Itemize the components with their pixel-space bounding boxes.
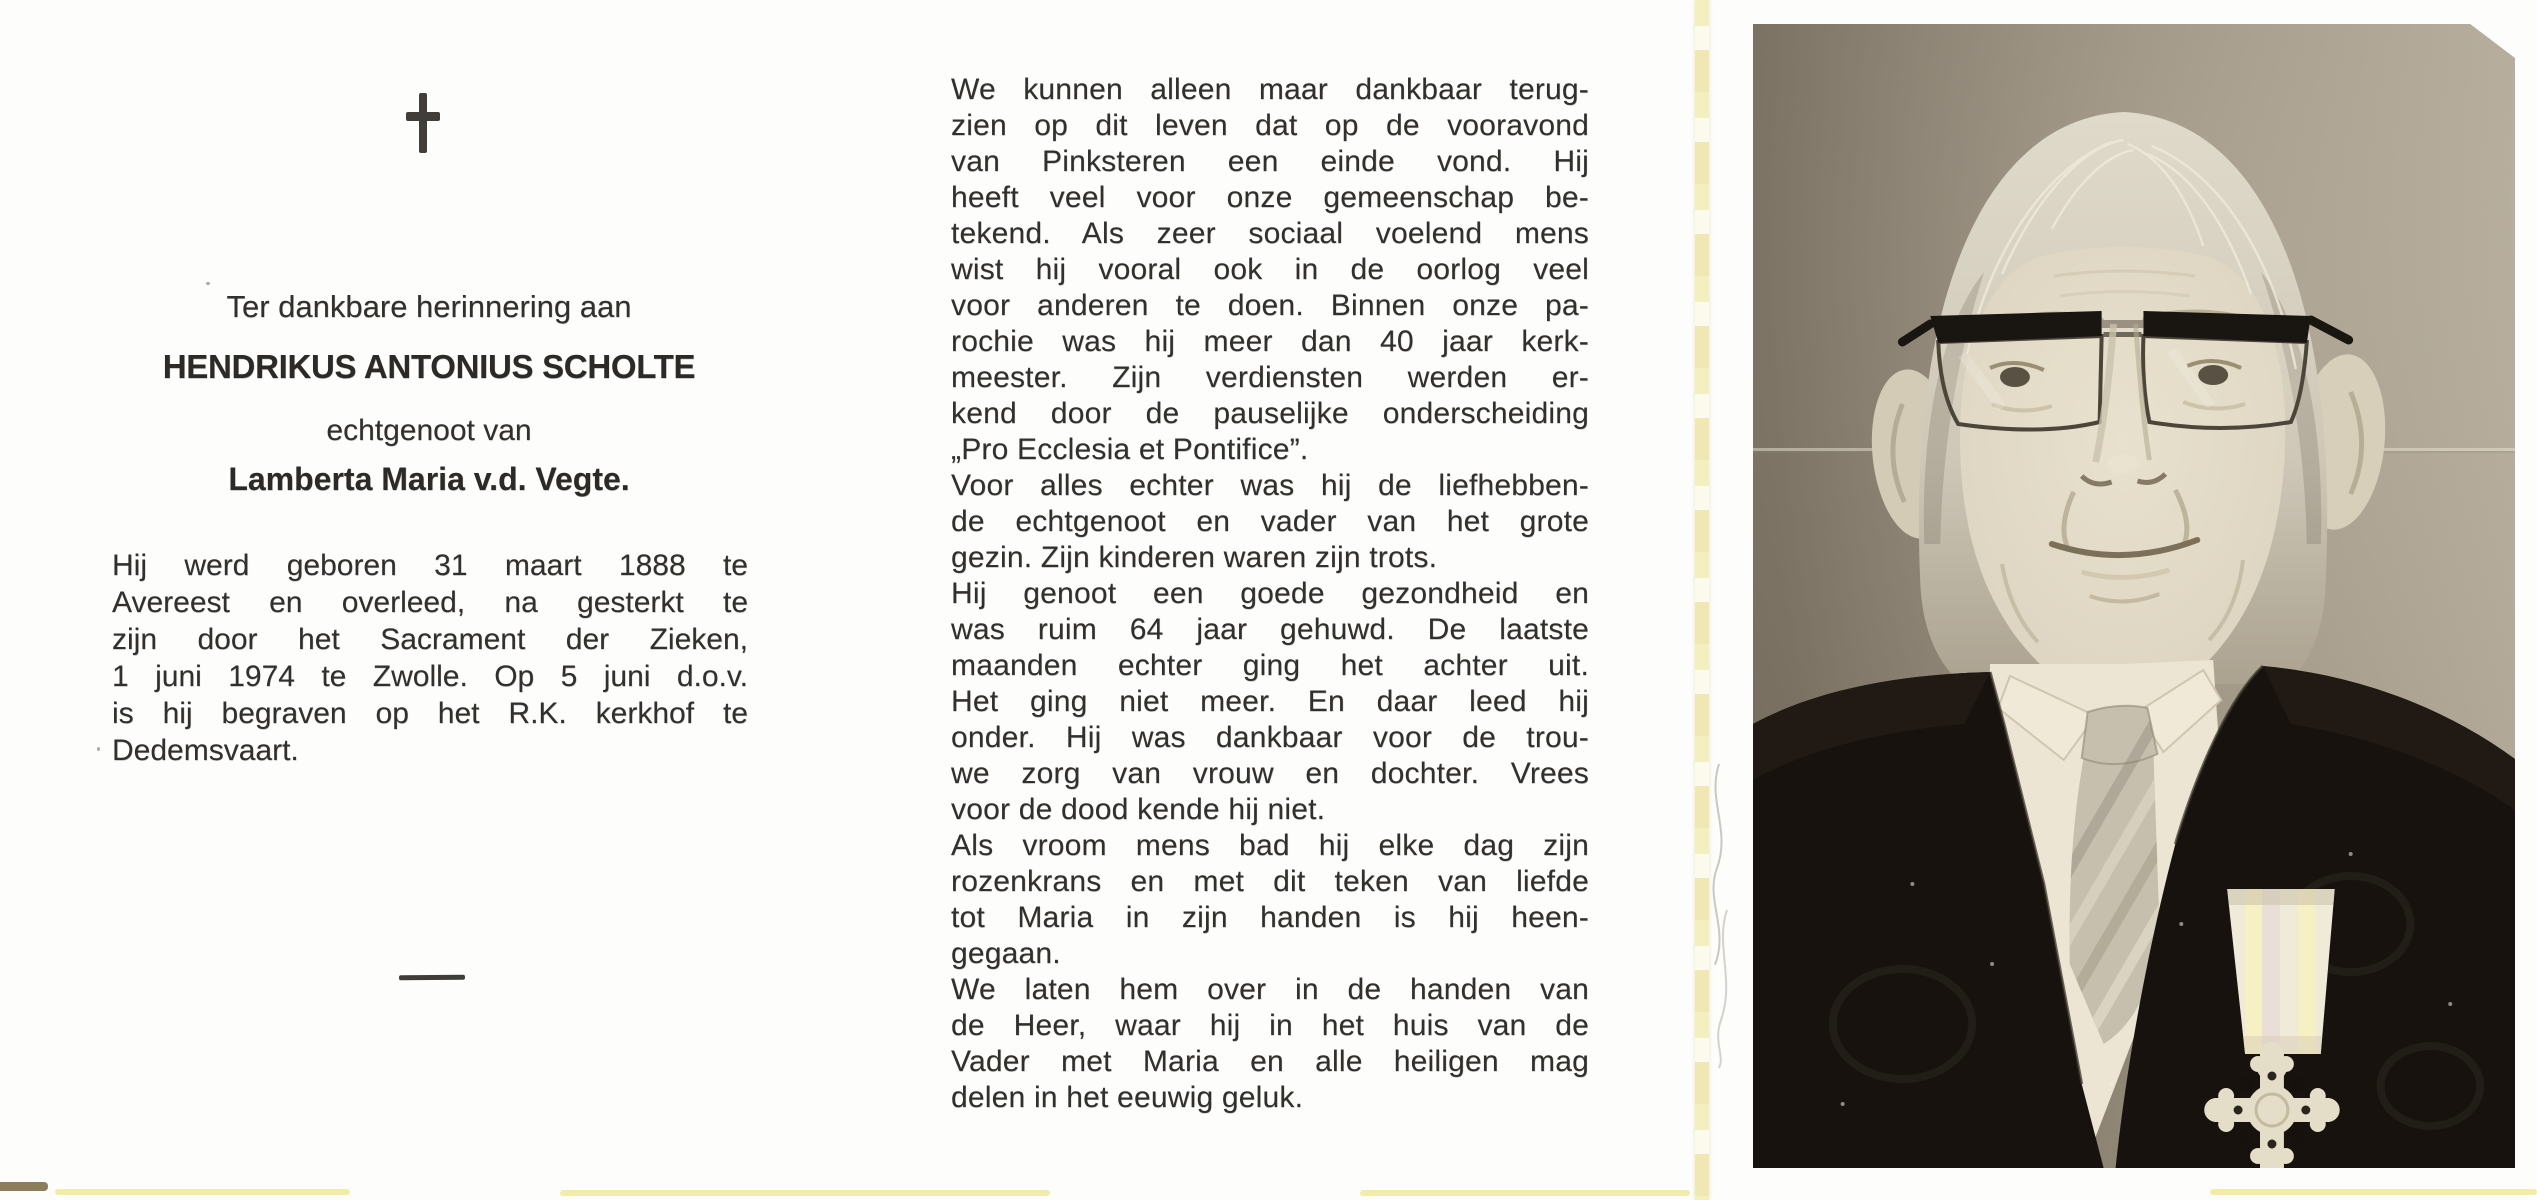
text-line: tekend. Als zeer sociaal voelend mens [951, 217, 1589, 250]
text-line: tot Maria in zijn handen is hij heen- [951, 901, 1589, 934]
text-line: maanden echter ging het achter uit. [951, 649, 1589, 682]
scan-speck [206, 282, 210, 285]
divider-dash [399, 975, 465, 980]
scan-edge-artifact [55, 1189, 350, 1195]
text-line: gezin. Zijn kinderen waren zijn trots. [951, 541, 1438, 574]
text-line: zien op dit leven dat op de vooravond [951, 109, 1589, 142]
text-line: 1 juni 1974 te Zwolle. Op 5 juni d.o.v. [112, 660, 748, 693]
memorial-text [951, 72, 1589, 1116]
text-line: voor de dood kende hij niet. [951, 793, 1326, 826]
text-line: onder. Hij was dankbaar voor de trou- [951, 721, 1589, 754]
text-line: Het ging niet meer. En daar leed hij [951, 685, 1589, 718]
text-line: kend door de pauselijke onderscheiding [951, 397, 1589, 430]
scratch-mark [1699, 760, 1741, 1075]
text-line: Voor alles echter was hij de liefhebben- [951, 469, 1589, 502]
scan-edge-artifact [2210, 1189, 2537, 1195]
portrait-photo [1753, 24, 2515, 1168]
text-line: rochie was hij meer dan 40 jaar kerk- [951, 325, 1589, 358]
text-line: Avereest en overleed, na gesterkt te [112, 586, 748, 619]
text-line: Dedemsvaart. [112, 734, 299, 767]
scan-corner-mark [0, 1182, 48, 1191]
deceased-name: HENDRIKUS ANTONIUS SCHOLTE [162, 348, 696, 385]
spouse-name: Lamberta Maria v.d. Vegte. [228, 461, 630, 497]
biography-paragraph [112, 547, 748, 769]
text-line: van Pinksteren een einde vond. Hij [951, 145, 1589, 178]
text-line: we zorg van vrouw en dochter. Vrees [951, 757, 1589, 790]
text-line: de echtgenoot en vader van het grote [951, 505, 1589, 538]
text-line: meester. Zijn verdiensten werden er- [951, 361, 1589, 394]
text-line: We laten hem over in de handen van [951, 973, 1589, 1006]
text-line: delen in het eeuwig geluk. [951, 1081, 1304, 1114]
cross-icon [404, 93, 442, 153]
text-line: was ruim 64 jaar gehuwd. De laatste [951, 613, 1589, 646]
text-line: voor anderen te doen. Binnen onze pa- [951, 289, 1589, 322]
text-line: Als vroom mens bad hij elke dag zijn [951, 829, 1589, 862]
dedication-text: Ter dankbare herinnering aan [226, 289, 632, 324]
text-line: „Pro Ecclesia et Pontifice”. [951, 433, 1309, 466]
text-line: Vader met Maria en alle heiligen mag [951, 1045, 1589, 1078]
relation-text: echtgenoot van [326, 414, 532, 447]
text-line: We kunnen alleen maar dankbaar terug- [951, 73, 1589, 106]
scan-speck [97, 747, 100, 751]
text-line: heeft veel voor onze gemeenschap be- [951, 181, 1589, 214]
text-line: Hij genoot een goede gezondheid en [951, 577, 1589, 610]
text-line: rozenkrans en met dit teken van liefde [951, 865, 1589, 898]
text-line: zijn door het Sacrament der Zieken, [112, 623, 748, 656]
scan-edge-artifact [560, 1190, 1050, 1196]
text-line: wist hij vooral ook in de oorlog veel [951, 253, 1589, 286]
text-line: is hij begraven op het R.K. kerkhof te [112, 697, 748, 730]
scan-edge-artifact [1360, 1190, 1690, 1196]
text-line: gegaan. [951, 937, 1061, 970]
text-line: Hij werd geboren 31 maart 1888 te [112, 549, 748, 582]
text-line: de Heer, waar hij in het huis van de [951, 1009, 1589, 1042]
